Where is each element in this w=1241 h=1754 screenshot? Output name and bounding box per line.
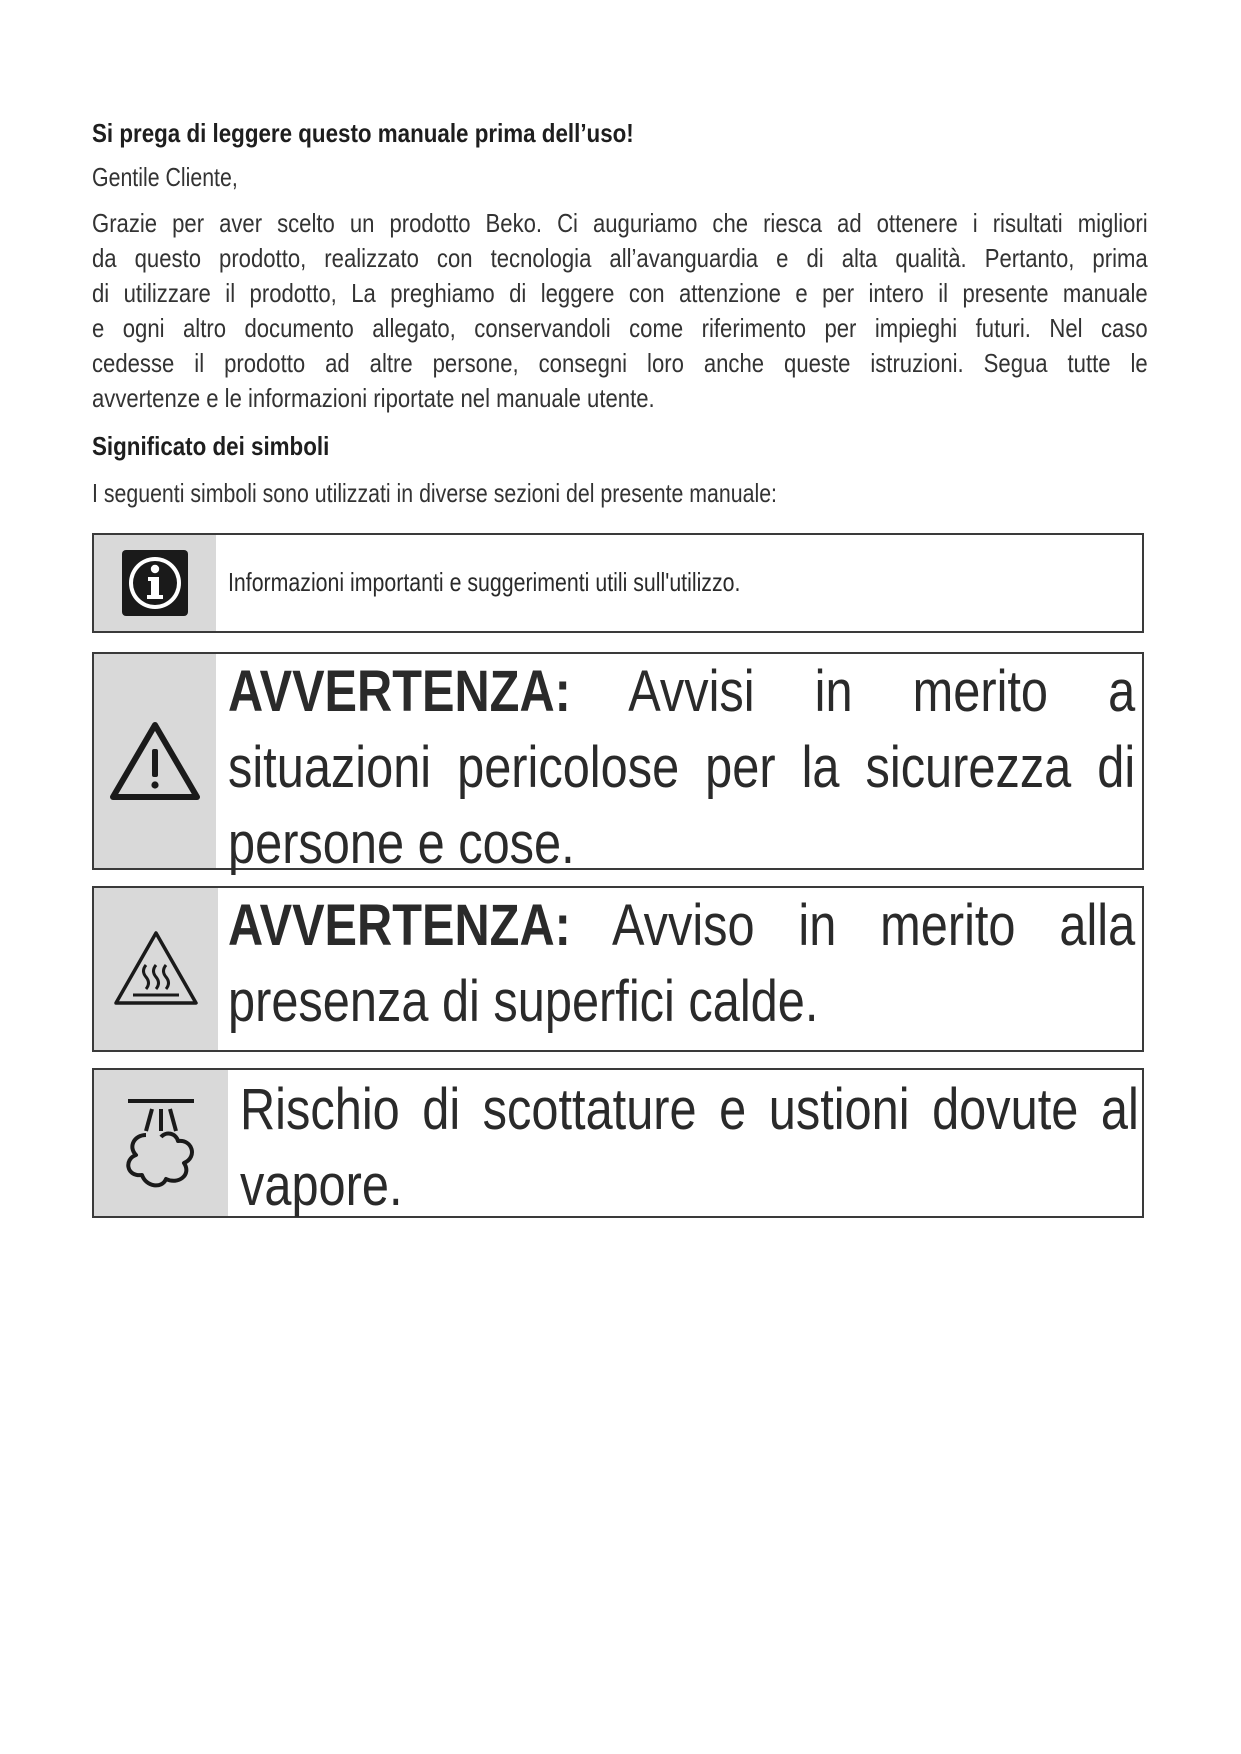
intro-line: cedesse il prodotto ad altre persone, consegni loro anche queste istruzioni. Segua tutte le <box>92 348 1148 378</box>
symbol-box-steam <box>92 1068 1144 1218</box>
intro-paragraph <box>92 206 1148 416</box>
symbol-icon-cell <box>94 654 216 868</box>
symbols-section-title: Significato dei simboli <box>92 431 330 461</box>
page-title: Si prega di leggere questo manuale prima dell’uso! <box>92 118 634 148</box>
steam-icon <box>116 1093 206 1193</box>
intro-line: di utilizzare il prodotto, La preghiamo di leggere con attenzione e per intero il presente manuale <box>92 278 1148 308</box>
hot-surface-icon <box>111 927 201 1011</box>
symbol-icon-cell <box>94 888 218 1050</box>
warning-triangle-icon <box>107 719 203 803</box>
hot-surface-body: Avviso in merito alla presenza di superfici calde. <box>228 893 1136 1034</box>
symbol-text: Informazioni importanti e suggerimenti utili sull'utilizzo. <box>228 567 741 597</box>
symbol-text: Rischio di scottature e ustioni dovute al vapore. <box>240 1077 1139 1218</box>
symbol-icon-cell <box>94 1070 228 1216</box>
symbol-box-info <box>92 533 1144 633</box>
warning-lead: AVVERTENZA: <box>228 893 571 958</box>
intro-line: Grazie per aver scelto un prodotto Beko. Ci auguriamo che riesca ad ottenere i risultati migliori <box>92 208 1148 238</box>
symbol-box-warning <box>92 652 1144 876</box>
greeting-text: Gentile Cliente, <box>92 162 238 192</box>
intro-line: da questo prodotto, realizzato con tecnologia all’avanguardia e di alta qualità. Pertanto, prima <box>92 243 1148 273</box>
symbol-text <box>228 654 1135 882</box>
intro-line: avvertenze e le informazioni riportate nel manuale utente. <box>92 383 655 413</box>
intro-line: e ogni altro documento allegato, conservandoli come riferimento per impieghi futuri. Nel caso <box>92 313 1148 343</box>
symbols-intro-text: I seguenti simboli sono utilizzati in diverse sezioni del presente manuale: <box>92 478 777 508</box>
info-icon <box>122 550 188 616</box>
symbol-box-hot-surface <box>92 886 1144 1052</box>
warning-body: Avvisi in merito a situazioni pericolose per la sicurezza di persone e cose. <box>228 659 1136 876</box>
symbol-text <box>228 888 1135 1040</box>
symbol-icon-cell <box>94 535 216 631</box>
warning-lead: AVVERTENZA: <box>228 659 571 724</box>
